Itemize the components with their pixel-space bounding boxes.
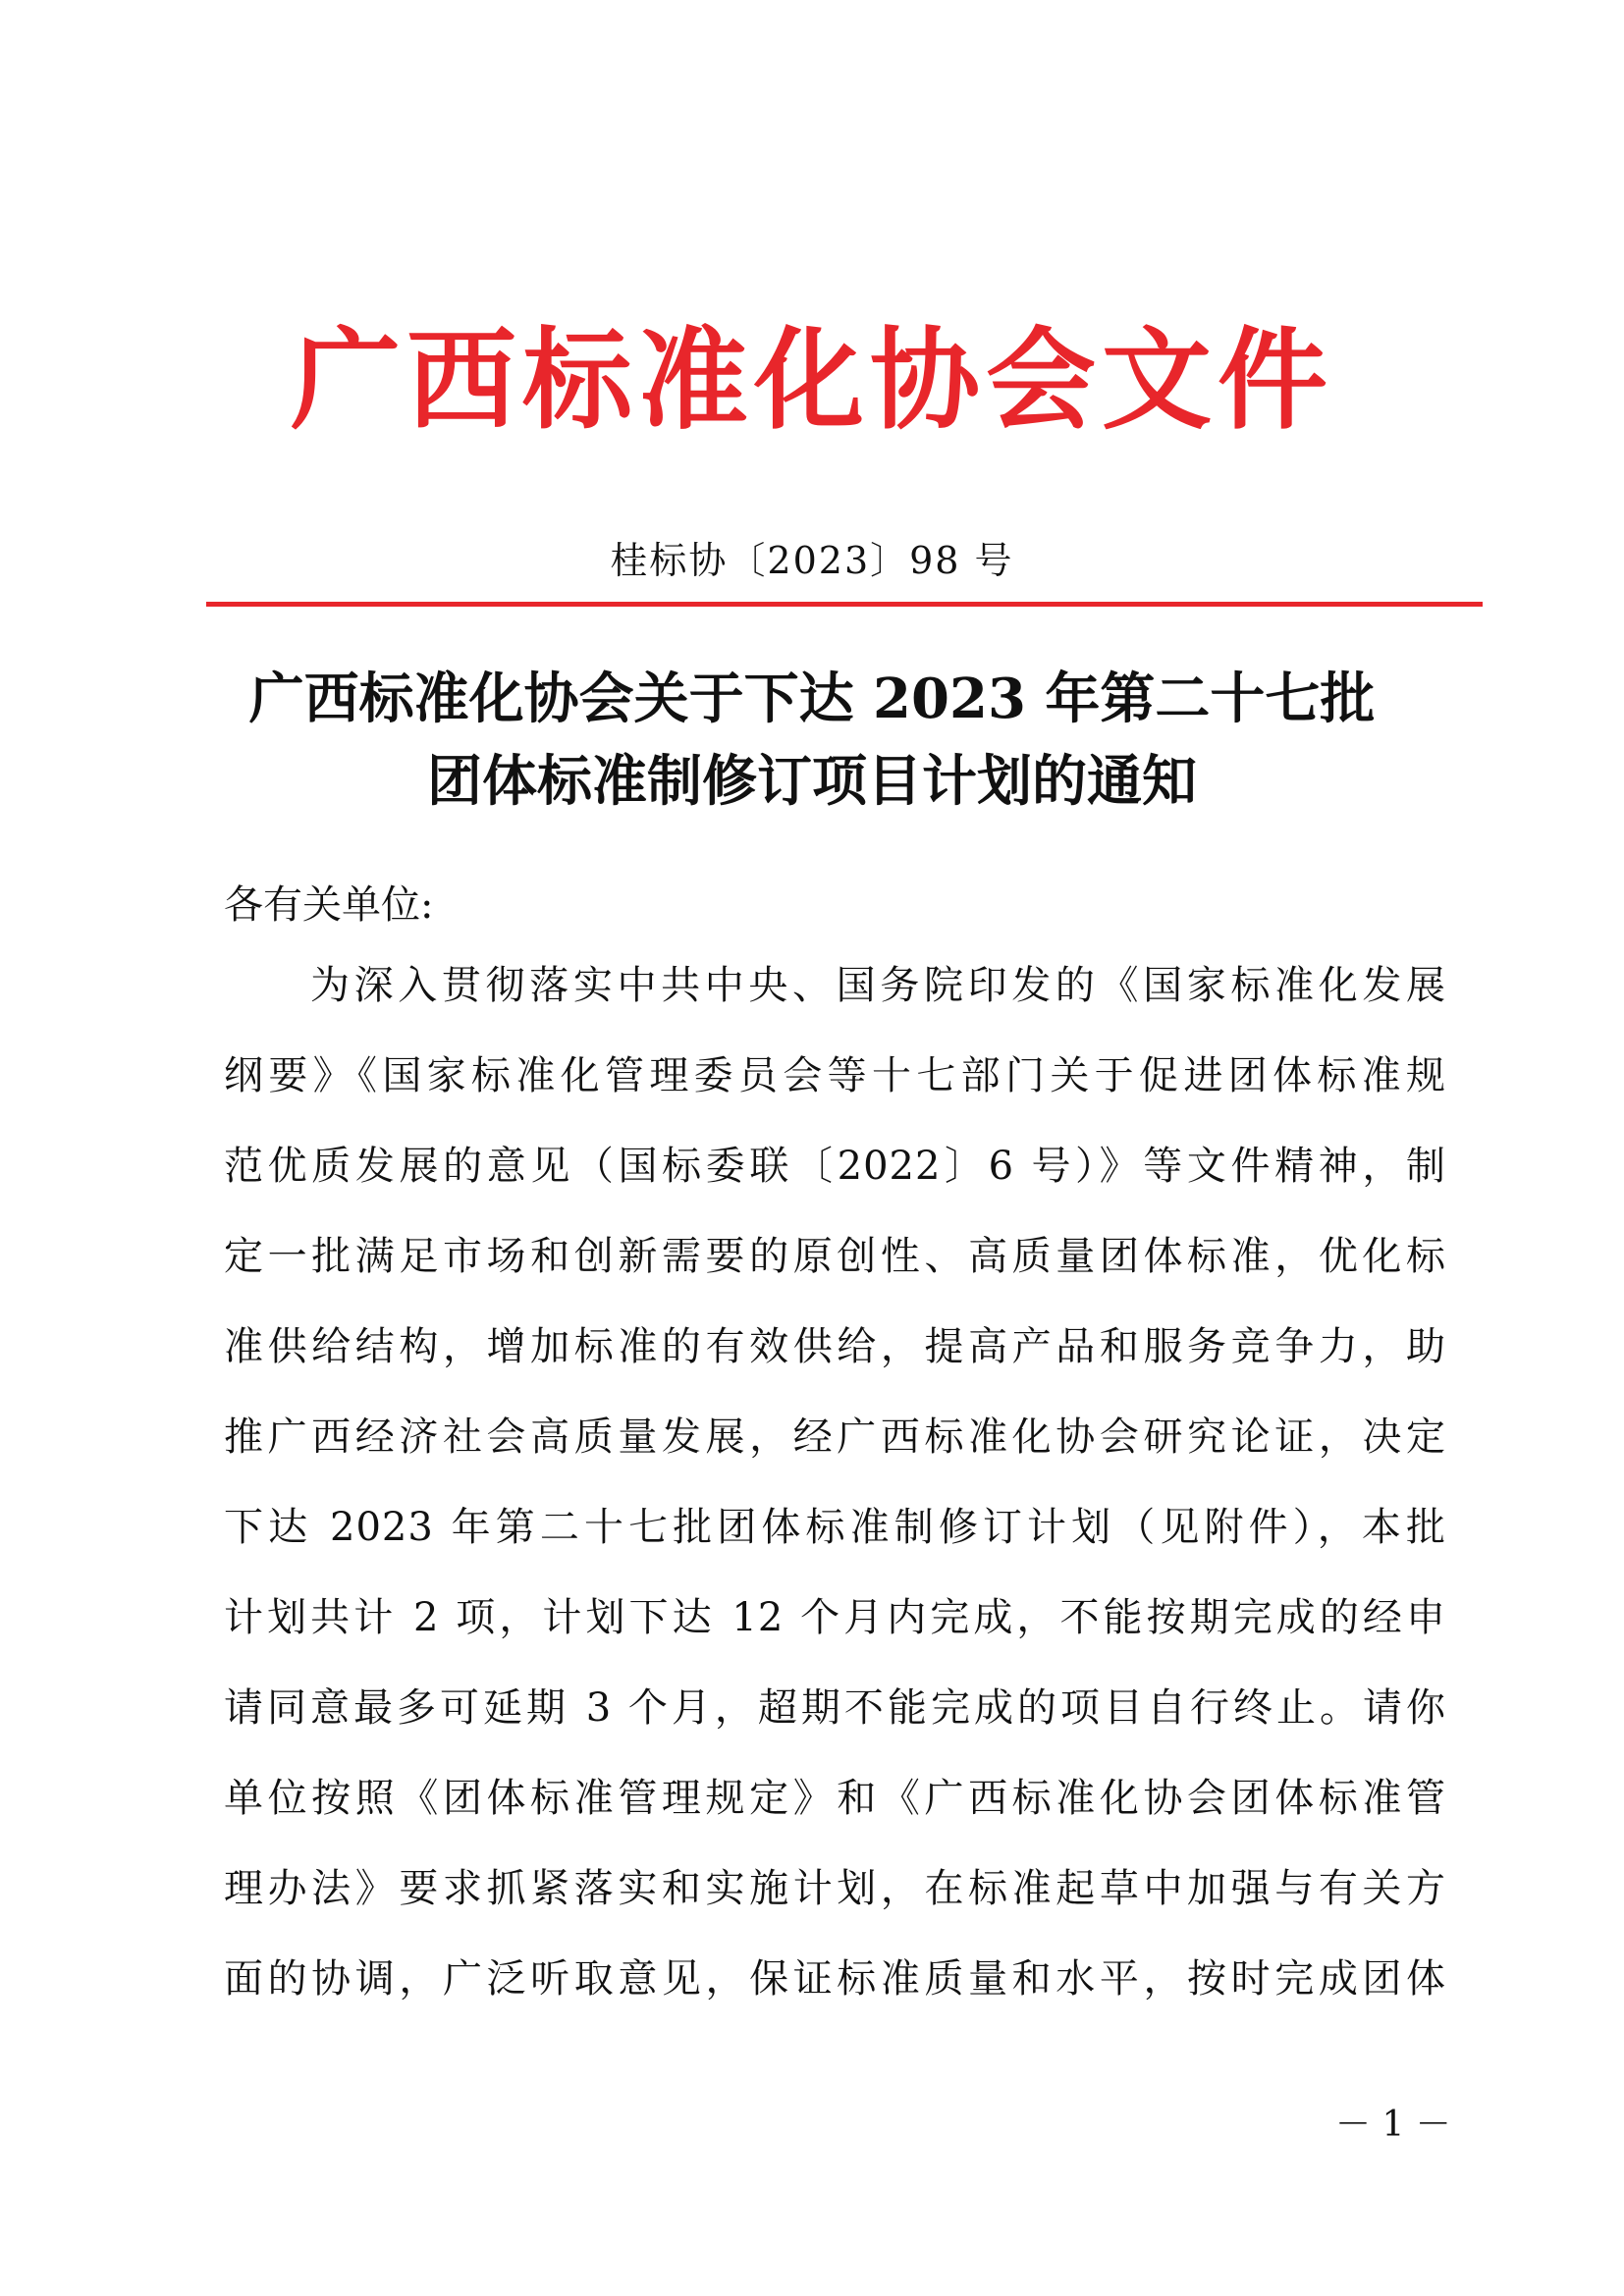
body-line: 请同意最多可延期 3 个月，超期不能完成的项目自行终止。请你 [224, 1685, 1446, 1731]
body-line: 定一批满足市场和创新需要的原创性、高质量团体标准，优化标 [224, 1234, 1446, 1279]
body-paragraph [224, 958, 1446, 2042]
document-number: 桂标协〔2023〕98 号 [610, 539, 1014, 582]
salutation: 各有关单位: [224, 882, 434, 928]
body-line: 为深入贯彻落实中共中央、国务院印发的《国家标准化发展 [310, 963, 1446, 1008]
body-line: 准供给结构，增加标准的有效供给，提高产品和服务竞争力，助 [224, 1324, 1446, 1369]
document-title [196, 658, 1428, 823]
masthead-title: 广西标准化协会文件 [291, 316, 1333, 445]
title-line-1: 广西标准化协会关于下达 2023 年第二十七批 [248, 667, 1376, 731]
body-line: 单位按照《团体标准管理规定》和《广西标准化协会团体标准管 [224, 1776, 1446, 1821]
body-line: 计划共计 2 项，计划下达 12 个月内完成，不能按期完成的经申 [224, 1595, 1446, 1640]
body-line: 面的协调，广泛听取意见，保证标准质量和水平，按时完成团体 [224, 1956, 1446, 2002]
body-line: 范优质发展的意见（国标委联〔2022〕6 号）》等文件精神，制 [224, 1144, 1446, 1189]
body-line: 纲要》《国家标准化管理委员会等十七部门关于促进团体标准规 [224, 1053, 1446, 1098]
page-number: － 1 － [1335, 2105, 1451, 2145]
body-line: 下达 2023 年第二十七批团体标准制修订计划（见附件），本批 [224, 1505, 1446, 1550]
body-line: 推广西经济社会高质量发展，经广西标准化协会研究论证，决定 [224, 1415, 1446, 1460]
body-line: 理办法》要求抓紧落实和实施计划，在标准起草中加强与有关方 [224, 1866, 1446, 1911]
title-line-2: 团体标准制修订项目计划的通知 [427, 749, 1197, 814]
red-divider [206, 602, 1483, 607]
